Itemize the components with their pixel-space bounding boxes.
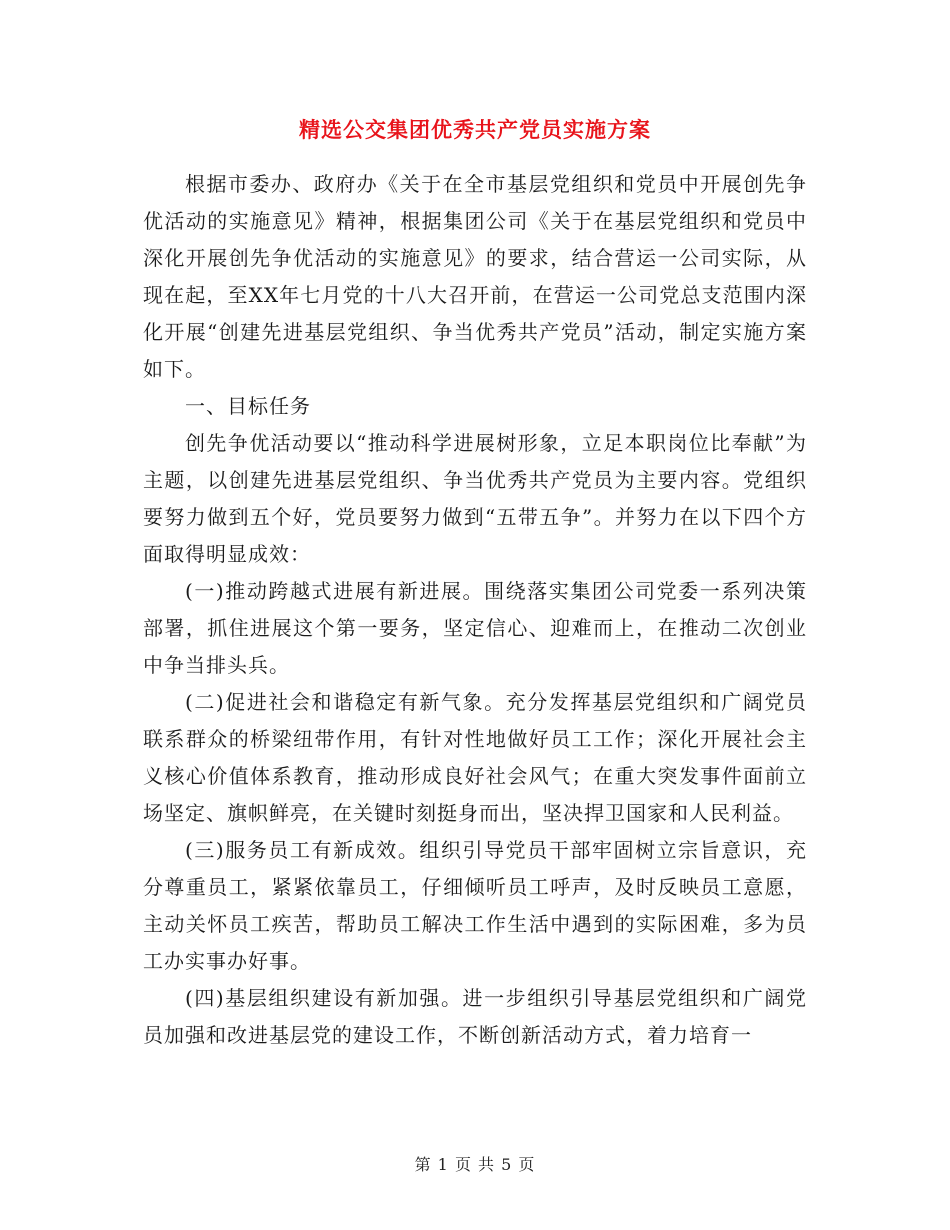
paragraph-item-4: (四)基层组织建设有新加强。进一步组织引导基层党组织和广阔党员加强和改进基层党的建设工作，不断创新活动方式，着力培育一	[143, 986, 807, 1047]
paragraph-item-2: (二)促进社会和谐稳定有新气象。充分发挥基层党组织和广阔党员联系群众的桥梁纽带作用，有针对性地做好员工工作；深化开展社会主义核心价值体系教育，推动形成良好社会风气；在重大突发事件面前立场坚定、旗帜鲜亮，在关键时刻挺身而出，坚决捍卫国家和人民利益。	[143, 690, 807, 825]
document-body	[143, 166, 807, 1054]
paragraph-intro: 根据市委办、政府办《关于在全市基层党组织和党员中开展创先争优活动的实施意见》精神，根据集团公司《关于在基层党组织和党员中深化开展创先争优活动的实施意见》的要求，结合营运一公司实际，从现在起，至XX年七月党的十八大召开前，在营运一公司党总支范围内深化开展“创建先进基层党组织、争当优秀共产党员”活动，制定实施方案如下。	[143, 172, 807, 381]
section-heading-goals: 一、目标任务	[185, 394, 311, 418]
paragraph-goals: 创先争优活动要以“推动科学进展树形象，立足本职岗位比奉献”为主题，以创建先进基层党组织、争当优秀共产党员为主要内容。党组织要努力做到五个好，党员要努力做到“五带五争”。并努力在以下四个方面取得明显成效：	[143, 431, 807, 566]
paragraph-item-1: (一)推动跨越式进展有新进展。围绕落实集团公司党委一系列决策部署，抓住进展这个第一要务，坚定信心、迎难而上，在推动二次创业中争当排头兵。	[143, 579, 807, 677]
paragraph-item-3: (三)服务员工有新成效。组织引导党员干部牢固树立宗旨意识，充分尊重员工，紧紧依靠员工，仔细倾听员工呼声，及时反映员工意愿，主动关怀员工疾苦，帮助员工解决工作生活中遇到的实际困难，多为员工办实事办好事。	[143, 838, 807, 973]
document-title: 精选公交集团优秀共产党员实施方案	[299, 117, 651, 142]
page-number-footer: 第 1 页 共 5 页	[414, 1155, 536, 1174]
